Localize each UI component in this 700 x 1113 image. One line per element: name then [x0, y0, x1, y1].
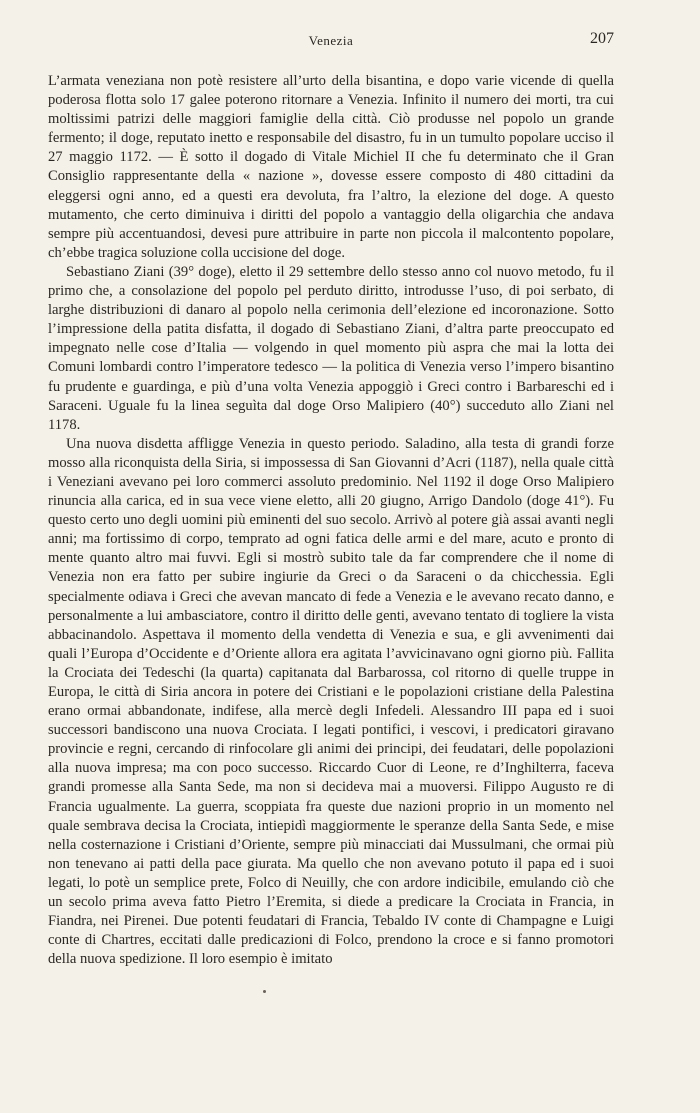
footer-dot-ornament — [263, 990, 266, 993]
paragraph: Sebastiano Ziani (39° doge), eletto il 29 settembre dello stesso anno col nuovo metodo, fu il primo che, a consolazione del popolo pel perduto diritto, introdusse l’uso, di poi serbato, di larghe distribuzioni di danaro al popolo nella cerimonia dell’elezione ed incoronazione. Sotto l’impressione della patita disfatta, il dogado di Sebastiano Ziani, d’altra parte preoccupato ed impegnato nelle cose d’Italia — volgendo in quel momento più aspra che mai la lotta dei Comuni lombardi contro l’imperatore tedesco — la politica di Venezia verso l’impero bisantino fu prudente e guardinga, e più d’una volta Venezia appoggiò i Greci contro i Barbareschi ed i Saraceni. Uguale fu la linea seguìta dal doge Orso Malipiero (40°) succeduto allo Ziani nel 1178. — [48, 263, 614, 433]
running-title: Venezia — [308, 33, 354, 48]
paragraph: L’armata veneziana non potè resistere all’urto della bisantina, e dopo varie vicende di quella poderosa flotta solo 17 galee poterono ritornare a Venezia. Infinito il numero dei morti, tra cui moltissimi patrizi delle maggiori famiglie della città. Ciò produsse nel popolo un grande fermento; il doge, reputato inetto e responsabile del disastro, fu in un tumulto popolare ucciso il 27 maggio 1172. — È sotto il dogado di Vitale Michiel II che fu determinato che il Gran Consiglio rappresentante della « nazione », dovesse essere composto di 480 cittadini da eleggersi ogni anno, ed a questi era devoluta, fra l’altro, la elezione del doge. A questo mutamento, che certo diminuiva i diritti del popolo a vantaggio della oligarchia che andava sempre più accentuandosi, devesi pure attribuire in parte non piccola il malcontento popolare, ch’ebbe tragica soluzione colla uccisione del doge. — [48, 73, 614, 261]
body-text — [48, 72, 614, 969]
page-number: 207 — [590, 30, 614, 47]
paragraph: Una nuova disdetta affligge Venezia in questo periodo. Saladino, alla testa di grandi forze mosso alla riconquista della Siria, si impossessa di San Giovanni d’Acri (1187), nella quale città i Veneziani avevano pei loro commerci assoluto predominio. Nel 1192 il doge Orso Malipiero rinuncia alla carica, ed in sua vece viene eletto, alli 20 giugno, Arrigo Dandolo (doge 41°). Fu questo certo uno degli uomini più eminenti del suo secolo. Arrivò al potere già assai avanti negli anni; ma fortissimo di corpo, temprato ad ogni fatica delle armi e del mare, acuto e pronto di mente quanto altro mai fuvvi. Egli si mostrò subito tale da far comprendere che il nome di Venezia non era fatto per subire ingiurie da Greci o da Saraceni o da chicchessia. Egli specialmente odiava i Greci che avevan mancato di fede a Venezia e le avevano recato danno, e personalmente a lui ambasciatore, contro il diritto delle genti, avevano tentato di togliere la vista abbacinandolo. Aspettava il momento della vendetta di Venezia e sua, e gli avvenimenti dai quali l’Europa d’Occidente e d’Oriente allora era agitata l’avvicinavano ogni giorno più. Fallita la Crociata dei Tedeschi (la quarta) capitanata dal Barbarossa, col ritorno di quelle truppe in Europa, le città di Siria ancora in potere dei Cristiani e le popolazioni cristiane della Palestina erano ormai abbandonate, indifese, alla mercè degli Infedeli. Alessandro III papa ed i suoi successori bandiscono una nuova Crociata. I legati pontifici, i vescovi, i predicatori giravano provincie e regni, cercando di rinfocolare gli animi dei principi, dei feudatari, delle popolazioni alla nuova impresa; ma con poco successo. Riccardo Cuor di Leone, re d’Inghilterra, faceva grandi promesse alla Santa Sede, ma non si decideva mai a muoversi. Filippo Augusto re di Francia ugualmente. La guerra, scoppiata fra queste due nazioni proprio in un momento nel quale sembrava decisa la Crociata, intiepidì maggiormente le speranze della Santa Sede, e mise nella costernazione i Cristiani d’Oriente, sempre più minacciati dai Mussulmani, che ormai più non tenevano ai patti della pace giurata. Ma quello che non avevano potuto il papa ed i suoi legati, lo potè un semplice prete, Folco di Neuilly, che con ardore indicibile, emulando ciò che un secolo prima aveva fatto Pietro l’Eremita, si diede a predicare la Crociata in Francia, in Fiandra, nei Pirenei. Due potenti feudatari di Francia, Tebaldo IV conte di Champagne e Luigi conte di Chartres, eccitati dalle predicazioni di Folco, prendono la croce e si fanno promotori della nuova spedizione. Il loro esempio è imitato — [48, 435, 614, 968]
page-header — [48, 30, 614, 54]
